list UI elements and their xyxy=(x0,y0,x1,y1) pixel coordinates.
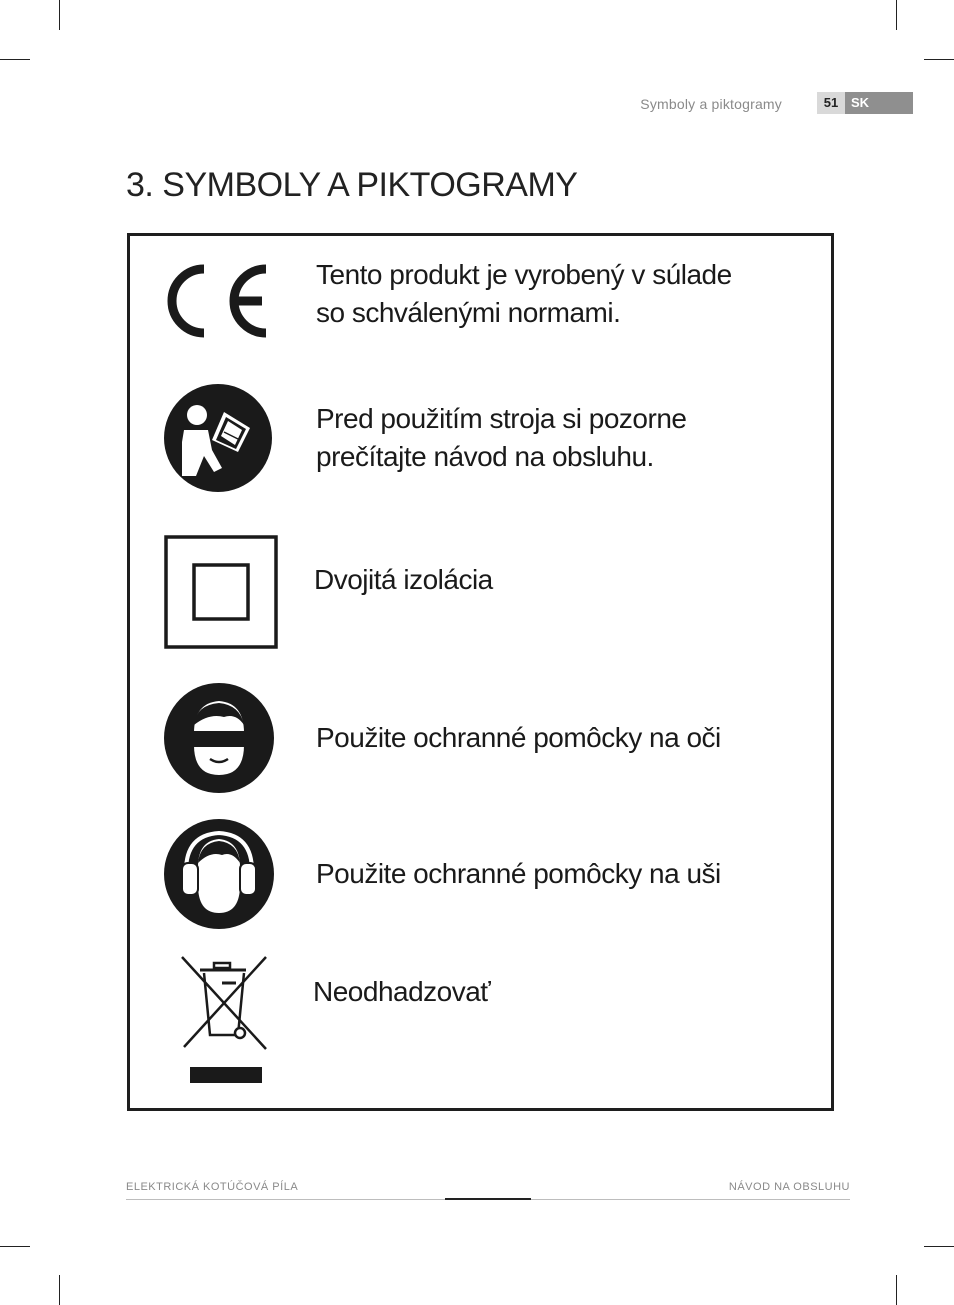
symbols-box xyxy=(127,233,834,1111)
double-insulation-icon xyxy=(164,535,278,649)
symbol-text xyxy=(313,973,490,1011)
ear-protection-icon xyxy=(164,819,274,929)
symbol-text-line: Pred použitím stroja si pozorne xyxy=(316,403,687,434)
page-number: 51 xyxy=(817,92,845,114)
symbol-text xyxy=(316,400,686,476)
symbol-text xyxy=(316,256,732,332)
symbol-text-line: Použite ochranné pomôcky na uši xyxy=(316,858,721,889)
symbol-text xyxy=(316,855,721,893)
crop-mark xyxy=(896,1275,897,1305)
read-manual-icon xyxy=(164,384,272,492)
symbol-text-line: Použite ochranné pomôcky na oči xyxy=(316,722,721,753)
symbol-text-line: Neodhadzovať xyxy=(313,976,491,1007)
crop-mark xyxy=(924,59,954,60)
page-title: 3. SYMBOLY A PIKTOGRAMY xyxy=(126,166,578,204)
symbol-text xyxy=(314,561,493,599)
symbol-text-line: Dvojitá izolácia xyxy=(314,564,493,595)
footer-manual-label: NÁVOD NA OBSLUHU xyxy=(728,1181,850,1193)
crop-mark xyxy=(0,59,30,60)
ce-mark-icon xyxy=(164,261,274,341)
eye-protection-icon xyxy=(164,683,274,793)
running-header: Symboly a piktogramy xyxy=(640,96,782,112)
no-disposal-bin-icon xyxy=(178,953,272,1085)
footer-product-name: ELEKTRICKÁ KOTÚČOVÁ PÍLA xyxy=(126,1181,299,1193)
crop-mark xyxy=(0,1246,30,1247)
crop-mark xyxy=(924,1246,954,1247)
symbol-text-line: Tento produkt je vyrobený v súlade xyxy=(316,259,732,290)
symbol-text-line: so schválenými normami. xyxy=(316,297,621,328)
crop-mark xyxy=(59,0,60,30)
footer-divider-accent xyxy=(445,1198,531,1200)
language-badge: SK xyxy=(845,92,913,114)
crop-mark xyxy=(896,0,897,30)
symbol-text-line: prečítajte návod na obsluhu. xyxy=(316,441,654,472)
crop-mark xyxy=(59,1275,60,1305)
symbol-text xyxy=(316,719,721,757)
